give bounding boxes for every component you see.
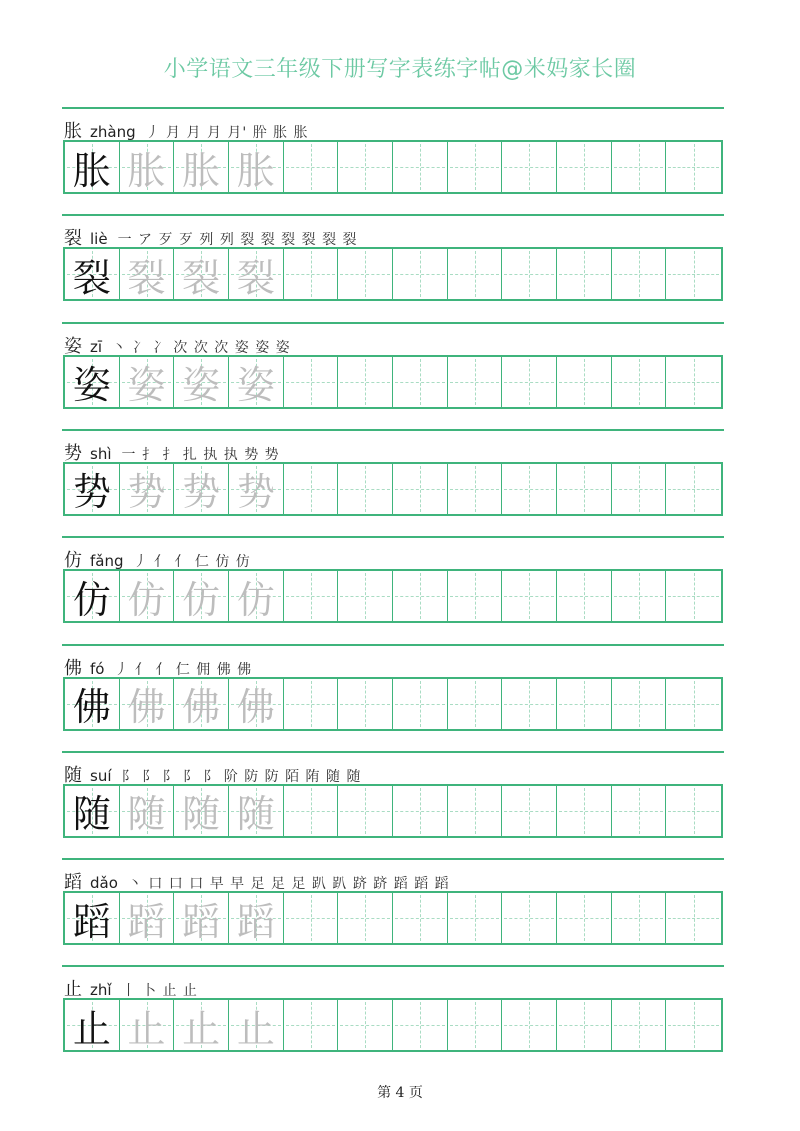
model-cell — [65, 249, 120, 299]
trace-cell — [229, 679, 284, 729]
empty-practice-cell[interactable] — [502, 893, 557, 943]
trace-character: 蹈 — [236, 899, 275, 944]
character-label: 仿 — [64, 550, 82, 572]
trace-cell — [229, 893, 284, 943]
row-divider — [62, 214, 724, 216]
empty-practice-cell[interactable] — [338, 464, 393, 514]
empty-practice-cell[interactable] — [393, 142, 448, 192]
empty-practice-cell[interactable] — [557, 357, 612, 407]
trace-character: 随 — [236, 792, 275, 837]
empty-practice-cell[interactable] — [666, 464, 721, 514]
trace-character: 随 — [127, 792, 166, 837]
character-label: 胀 — [64, 121, 82, 142]
character-info — [64, 117, 309, 141]
empty-practice-cell[interactable] — [502, 249, 557, 299]
empty-practice-cell[interactable] — [448, 464, 503, 514]
model-character: 姿 — [72, 363, 111, 408]
empty-practice-cell[interactable] — [284, 893, 339, 943]
trace-cell — [174, 571, 229, 621]
model-cell — [65, 142, 120, 192]
practice-row — [62, 429, 724, 523]
empty-practice-cell[interactable] — [612, 786, 667, 836]
pinyin-label: fó — [90, 659, 105, 678]
character-info — [64, 654, 252, 678]
model-cell — [65, 464, 120, 514]
trace-character: 势 — [236, 470, 275, 515]
empty-practice-cell[interactable] — [502, 464, 557, 514]
model-cell — [65, 893, 120, 943]
empty-practice-cell[interactable] — [557, 249, 612, 299]
character-info — [64, 761, 361, 785]
trace-character: 仿 — [236, 577, 275, 622]
row-divider — [62, 644, 724, 646]
empty-practice-cell[interactable] — [448, 142, 503, 192]
empty-practice-cell[interactable] — [284, 464, 339, 514]
practice-row — [62, 107, 724, 201]
row-divider — [62, 751, 724, 753]
empty-practice-cell[interactable] — [448, 786, 503, 836]
trace-cell — [174, 357, 229, 407]
row-divider — [62, 536, 724, 538]
writing-grid — [63, 247, 723, 301]
trace-cell — [120, 1000, 175, 1050]
empty-practice-cell[interactable] — [393, 679, 448, 729]
empty-practice-cell[interactable] — [666, 357, 721, 407]
empty-practice-cell[interactable] — [393, 357, 448, 407]
stroke-order: 丿 月 月 月 月' 肸 胀 胀 — [145, 125, 309, 141]
empty-practice-cell[interactable] — [502, 571, 557, 621]
empty-practice-cell[interactable] — [612, 1000, 667, 1050]
practice-row — [62, 858, 724, 952]
model-cell — [65, 1000, 120, 1050]
character-label: 裂 — [64, 228, 82, 250]
trace-cell — [174, 249, 229, 299]
empty-practice-cell[interactable] — [612, 357, 667, 407]
trace-cell — [120, 571, 175, 621]
empty-practice-cell[interactable] — [448, 357, 503, 407]
character-info — [64, 332, 291, 356]
empty-practice-cell[interactable] — [338, 142, 393, 192]
trace-character: 势 — [127, 470, 166, 515]
writing-grid — [63, 462, 723, 516]
pinyin-label: fǎng — [90, 552, 124, 571]
trace-cell — [229, 571, 284, 621]
model-character: 势 — [72, 470, 111, 515]
trace-character: 佛 — [236, 685, 275, 729]
writing-grid — [63, 677, 723, 731]
trace-character: 胀 — [127, 148, 166, 193]
page-title: 小学语文三年级下册写字表练字帖@米妈家长圈 — [163, 57, 637, 82]
empty-practice-cell[interactable] — [338, 571, 393, 621]
pinyin-label: suí — [90, 766, 112, 785]
practice-row — [62, 751, 724, 845]
empty-practice-cell[interactable] — [502, 1000, 557, 1050]
empty-practice-cell[interactable] — [393, 786, 448, 836]
character-label: 蹈 — [64, 872, 82, 894]
empty-practice-cell[interactable] — [393, 249, 448, 299]
trace-cell — [229, 249, 284, 299]
trace-cell — [120, 893, 175, 943]
empty-practice-cell[interactable] — [393, 1000, 448, 1050]
empty-practice-cell[interactable] — [284, 1000, 339, 1050]
trace-character: 姿 — [236, 363, 275, 408]
trace-character: 随 — [182, 792, 221, 837]
empty-practice-cell[interactable] — [666, 679, 721, 729]
empty-practice-cell[interactable] — [448, 893, 503, 943]
pinyin-label: liè — [90, 230, 108, 249]
writing-grid — [63, 891, 723, 945]
empty-practice-cell[interactable] — [612, 464, 667, 514]
trace-character: 仿 — [127, 577, 166, 622]
empty-practice-cell[interactable] — [338, 893, 393, 943]
trace-cell — [174, 1000, 229, 1050]
trace-character: 裂 — [236, 255, 275, 300]
stroke-order: 一 扌 扌 扎 执 执 势 势 — [121, 446, 280, 463]
empty-practice-cell[interactable] — [502, 357, 557, 407]
empty-practice-cell[interactable] — [666, 142, 721, 192]
model-cell — [65, 679, 120, 729]
stroke-order: 丿 亻 亻 仁 佣 佛 佛 — [114, 661, 253, 678]
trace-cell — [229, 1000, 284, 1050]
character-label: 佛 — [64, 657, 82, 679]
row-divider — [62, 965, 724, 967]
empty-practice-cell[interactable] — [338, 679, 393, 729]
stroke-order: 阝 阝 阝 阝 阝 阶 防 防 陌 陏 随 随 — [121, 768, 362, 785]
trace-cell — [120, 142, 175, 192]
trace-cell — [174, 893, 229, 943]
trace-character: 姿 — [127, 363, 166, 408]
empty-practice-cell[interactable] — [338, 1000, 393, 1050]
trace-character: 止 — [236, 1006, 275, 1051]
empty-practice-cell[interactable] — [393, 571, 448, 621]
character-info — [64, 975, 198, 999]
stroke-order: 丶 口 口 口 早 早 足 足 足 趴 趴 跻 跻 蹈 蹈 蹈 — [127, 876, 450, 893]
empty-practice-cell[interactable] — [612, 249, 667, 299]
model-cell — [65, 571, 120, 621]
empty-practice-cell[interactable] — [284, 249, 339, 299]
empty-practice-cell[interactable] — [557, 786, 612, 836]
model-character: 随 — [72, 792, 111, 837]
empty-practice-cell[interactable] — [448, 679, 503, 729]
stroke-order: 丨 卜 止 止 — [121, 983, 198, 1000]
trace-cell — [120, 786, 175, 836]
model-character: 佛 — [72, 685, 111, 729]
practice-row — [62, 644, 724, 738]
writing-grid — [63, 998, 723, 1052]
trace-character: 佛 — [127, 685, 166, 729]
character-info — [64, 439, 280, 463]
character-label: 止 — [64, 979, 82, 1001]
empty-practice-cell[interactable] — [338, 786, 393, 836]
character-label: 姿 — [64, 335, 82, 357]
empty-practice-cell[interactable] — [448, 571, 503, 621]
empty-practice-cell[interactable] — [666, 893, 721, 943]
trace-character: 裂 — [182, 255, 221, 300]
writing-grid — [63, 569, 723, 623]
trace-character: 止 — [182, 1006, 221, 1051]
stroke-order: 丶 冫 冫 次 次 次 姿 姿 姿 — [112, 339, 291, 356]
pinyin-label: zī — [90, 337, 103, 356]
trace-character: 蹈 — [182, 899, 221, 944]
character-label: 随 — [64, 764, 82, 786]
stroke-order: 丿 亻 亻 仁 仿 仿 — [133, 554, 251, 571]
empty-practice-cell[interactable] — [502, 786, 557, 836]
empty-practice-cell[interactable] — [666, 571, 721, 621]
trace-character: 姿 — [182, 363, 221, 408]
trace-character: 胀 — [182, 148, 221, 193]
empty-practice-cell[interactable] — [557, 893, 612, 943]
empty-practice-cell[interactable] — [284, 571, 339, 621]
row-divider — [62, 322, 724, 324]
trace-character: 裂 — [127, 255, 166, 300]
empty-practice-cell[interactable] — [284, 357, 339, 407]
trace-character: 势 — [182, 470, 221, 515]
trace-cell — [229, 786, 284, 836]
writing-grid — [63, 355, 723, 409]
model-character: 止 — [72, 1006, 111, 1051]
practice-row — [62, 322, 724, 416]
empty-practice-cell[interactable] — [612, 571, 667, 621]
trace-cell — [120, 679, 175, 729]
trace-character: 胀 — [236, 148, 275, 193]
model-character: 蹈 — [72, 899, 111, 944]
model-cell — [65, 357, 120, 407]
practice-row — [62, 536, 724, 630]
trace-character: 蹈 — [127, 899, 166, 944]
character-info — [64, 224, 358, 248]
empty-practice-cell[interactable] — [557, 142, 612, 192]
model-character: 裂 — [72, 255, 111, 300]
page-number: 第 4 页 — [377, 1085, 423, 1101]
trace-cell — [120, 357, 175, 407]
trace-cell — [229, 357, 284, 407]
empty-practice-cell[interactable] — [338, 357, 393, 407]
trace-character: 佛 — [182, 685, 221, 729]
empty-practice-cell[interactable] — [666, 1000, 721, 1050]
empty-practice-cell[interactable] — [557, 1000, 612, 1050]
model-cell — [65, 786, 120, 836]
pinyin-label: dǎo — [90, 874, 118, 893]
row-divider — [62, 429, 724, 431]
row-divider — [62, 858, 724, 860]
empty-practice-cell[interactable] — [612, 679, 667, 729]
trace-character: 止 — [127, 1006, 166, 1051]
empty-practice-cell[interactable] — [502, 679, 557, 729]
empty-practice-cell[interactable] — [557, 571, 612, 621]
empty-practice-cell[interactable] — [612, 142, 667, 192]
empty-practice-cell[interactable] — [612, 893, 667, 943]
empty-practice-cell[interactable] — [393, 893, 448, 943]
model-character: 仿 — [72, 577, 111, 622]
pinyin-label: zhǐ — [90, 981, 112, 1000]
trace-cell — [120, 464, 175, 514]
empty-practice-cell[interactable] — [338, 249, 393, 299]
trace-cell — [229, 464, 284, 514]
writing-grid — [63, 784, 723, 838]
character-label: 势 — [64, 442, 82, 464]
trace-cell — [174, 786, 229, 836]
character-info — [64, 868, 450, 892]
pinyin-label: zhàng — [90, 123, 136, 141]
empty-practice-cell[interactable] — [448, 1000, 503, 1050]
trace-cell — [120, 249, 175, 299]
row-divider — [62, 107, 724, 109]
empty-practice-cell[interactable] — [284, 142, 339, 192]
model-character: 胀 — [72, 148, 111, 193]
writing-grid — [63, 140, 723, 194]
stroke-order: 一 ア 歹 歹 列 列 裂 裂 裂 裂 裂 裂 — [117, 232, 358, 249]
empty-practice-cell[interactable] — [448, 249, 503, 299]
empty-practice-cell[interactable] — [284, 679, 339, 729]
trace-cell — [174, 464, 229, 514]
empty-practice-cell[interactable] — [666, 786, 721, 836]
empty-practice-cell[interactable] — [557, 464, 612, 514]
trace-cell — [229, 142, 284, 192]
trace-character: 仿 — [182, 577, 221, 622]
empty-practice-cell[interactable] — [284, 786, 339, 836]
trace-cell — [174, 142, 229, 192]
practice-row — [62, 214, 724, 308]
character-info — [64, 546, 251, 570]
empty-practice-cell[interactable] — [393, 464, 448, 514]
pinyin-label: shì — [90, 444, 112, 463]
practice-row — [62, 965, 724, 1059]
trace-cell — [174, 679, 229, 729]
empty-practice-cell[interactable] — [557, 679, 612, 729]
empty-practice-cell[interactable] — [502, 142, 557, 192]
empty-practice-cell[interactable] — [666, 249, 721, 299]
